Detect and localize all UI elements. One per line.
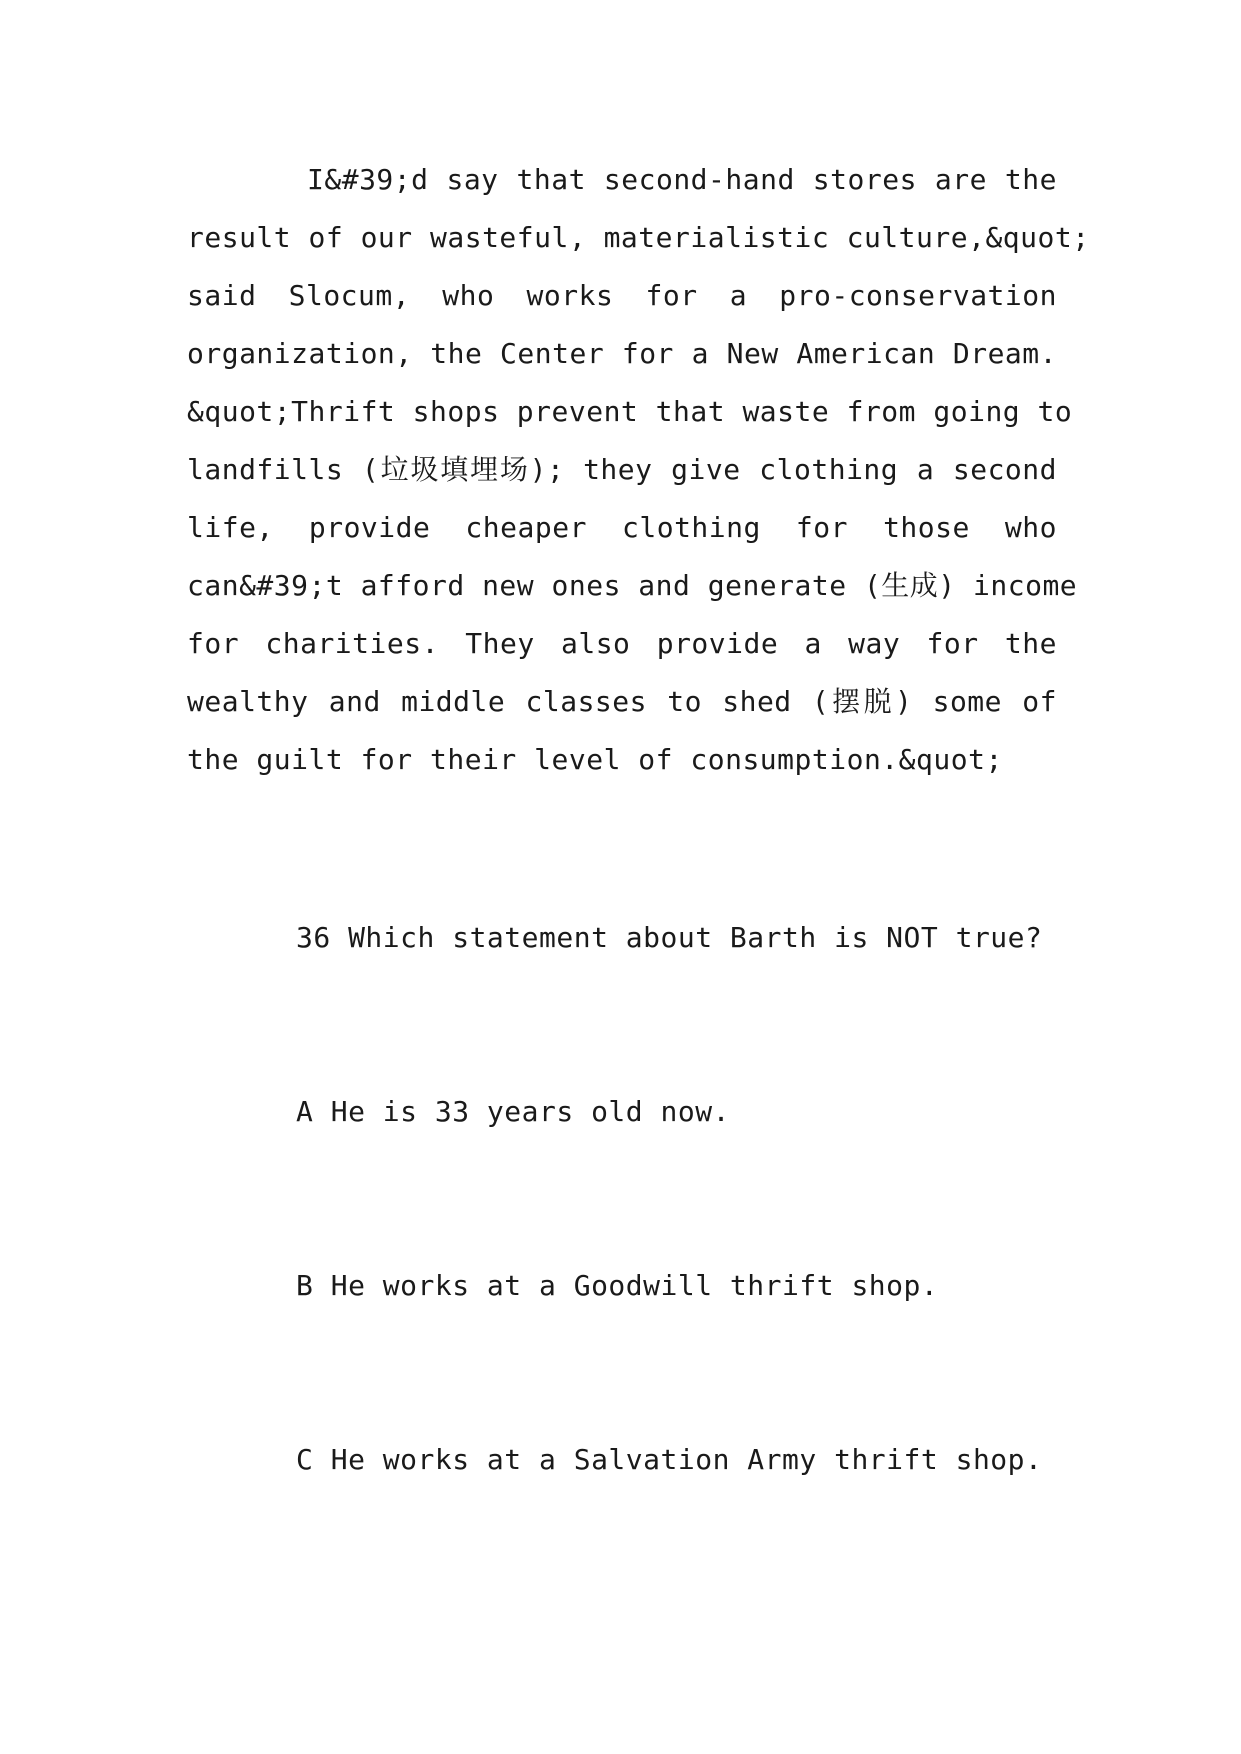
passage-line: result of our wasteful, materialistic culture,&quot;	[187, 221, 1090, 254]
passage-line: wealthy and middle classes to shed (摆脱) some of	[187, 685, 1057, 718]
passage-line: the guilt for their level of consumption.&quot;	[187, 743, 1003, 776]
passage-line: for charities. They also provide a way for the	[187, 627, 1057, 660]
answer-option-c: C He works at a Salvation Army thrift shop.	[296, 1443, 1043, 1476]
passage-line: life, provide cheaper clothing for those who	[187, 511, 1057, 544]
answer-option-b: B He works at a Goodwill thrift shop.	[296, 1269, 939, 1302]
question-stem: 36 Which statement about Barth is NOT true?	[296, 921, 1043, 954]
passage-line: said Slocum, who works for a pro-conservation	[187, 279, 1057, 312]
passage-line: I&#39;d say that second-hand stores are the	[307, 163, 1057, 196]
passage-line: landfills (垃圾填埋场); they give clothing a second	[187, 453, 1057, 486]
passage-line: organization, the Center for a New American Dream.	[187, 337, 1057, 370]
passage-line: &quot;Thrift shops prevent that waste from going to	[187, 395, 1073, 428]
answer-option-a: A He is 33 years old now.	[296, 1095, 730, 1128]
passage-line: can&#39;t afford new ones and generate (生成) income	[187, 569, 1078, 602]
